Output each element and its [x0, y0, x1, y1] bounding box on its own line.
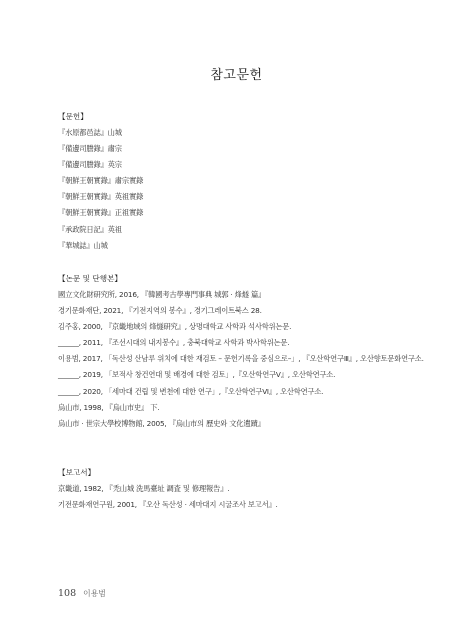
section-literature — [58, 109, 438, 254]
reference-entry: 『承政院日記』英祖 — [58, 224, 122, 234]
reference-entry: 國立文化財研究所, 2016, 『韓國考古學專門事典 城郭 · 烽燧 篇』 — [58, 290, 266, 299]
reference-entry: 『備邊司謄錄』英宗 — [58, 160, 122, 170]
section-heading: 【보고서】 — [58, 468, 96, 477]
reference-entry: 京畿道, 1982, 『禿山城 洗馬臺址 調査 및 修理報告』. — [58, 484, 230, 493]
section-papers-books — [58, 271, 438, 432]
section-heading: 【문헌】 — [58, 112, 88, 121]
page-title: 참고문헌 — [210, 68, 263, 83]
reference-entry: 기전문화재연구원, 2001, 『오산 독산성 · 세마대지 시굴조사 보고서』. — [58, 500, 278, 510]
reference-entry: 烏山市, 1998, 『烏山市史』 下. — [58, 402, 160, 412]
section-reports — [58, 465, 438, 513]
reference-entry: 『朝鮮王朝實錄』正祖實錄 — [58, 208, 144, 218]
reference-entry: 『水原都邑誌』山城 — [58, 128, 122, 137]
reference-entry: 이용범, 2017, 「독산성 산남루 위치에 대한 재검토 – 문헌기록을 중심으로–」, 『오산학연구Ⅲ』, 오산향토문화연구소. — [58, 354, 424, 364]
reference-entry: 『朝鮮王朝實錄』肅宗實錄 — [58, 176, 144, 186]
page-footer — [58, 588, 106, 599]
reference-entry: 『朝鮮王朝實錄』英祖實錄 — [58, 192, 144, 202]
page-number: 108 — [58, 588, 77, 599]
reference-entry: 烏山市 · 世宗大學校博物館, 2005, 『烏山市의 歷史와 文化遺蹟』 — [58, 418, 265, 428]
reference-entry: 『華城誌』山城 — [58, 240, 108, 250]
author-name: 이용범 — [83, 589, 106, 598]
reference-entry: 『備邊司謄錄』肅宗 — [58, 144, 122, 154]
section-heading: 【논문 및 단행본】 — [58, 274, 123, 283]
reference-entry: ______, 2011, 『조선시대의 내지봉수』, 충북대학교 사학과 박사학위논문. — [58, 338, 290, 348]
reference-entry: 경기문화재단, 2021, 『기전지역의 봉수』, 경기그레이트북스 28. — [58, 306, 262, 316]
reference-entry: ______, 2019, 「보적사 창건연대 및 배경에 대한 검토」,『오산학연구Ⅴ』, 오산학연구소. — [58, 370, 336, 380]
reference-entry: ______, 2020, 「세마대 건립 및 변천에 대한 연구」,『오산학연구Ⅵ』, 오산학연구소. — [58, 386, 324, 396]
reference-entry: 김주홍, 2000, 『京畿地域의 烽燧研究』, 상명대학교 사학과 석사학위논문. — [58, 322, 292, 332]
